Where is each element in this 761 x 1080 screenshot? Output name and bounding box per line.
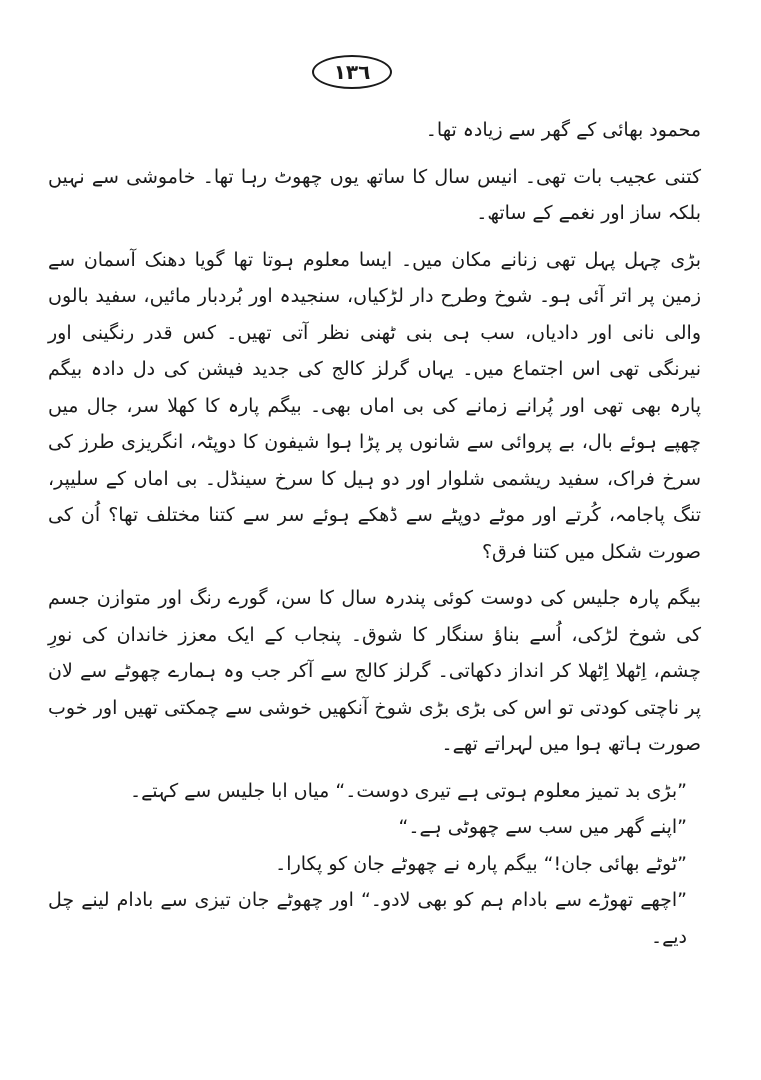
paragraph-1: محمود بھائی کے گھر سے زیادہ تھا۔ (425, 119, 701, 141)
dialogue-1: ”بڑی بد تمیز معلوم ہوتی ہے تیری دوست۔“ میاں ابا جلیس سے کہتے۔ (129, 779, 687, 802)
dialogue-2: ”اپنے گھر میں سب سے چھوٹی ہے۔“ (398, 816, 687, 838)
dialogue-4: ”اچھے تھوڑے سے بادام ہم کو بھی لادو۔“ اور چھوٹے جان تیزی سے بادام لینے چل دیے۔ (48, 889, 687, 948)
dialogue-3: ”ٹوٹے بھائی جان!“ بیگم پارہ نے چھوٹے جان کو پکارا۔ (275, 852, 687, 875)
body-text (48, 112, 701, 955)
paragraph-2: کتنی عجیب بات تھی۔ انیس سال کا ساتھ یوں چھوٹ رہا تھا۔ خاموشی سے نہیں بلکہ ساز اور نغمے کے ساتھ۔ (48, 165, 701, 224)
paragraph-4: بیگم پارہ جلیس کی دوست کوئی پندرہ سال کا سن، گورے رنگ اور متوازن جسم کی شوخ لڑکی، اُسے بناؤ سنگار کا شوق۔ پنجاب کے ایک معزز خاندان کی نورِ چشم، اِٹھلا اِٹھلا کر انداز دکھاتی۔ گرلز کالج سے آکر جب وہ ہمارے چھوٹے سے لان پر ناچتی کودتی تو اس کی بڑی بڑی شوخ آنکھیں خوشی سے چمکتی تھیں اور خوب صورت ہاتھ ہوا میں لہراتے تھے۔ (48, 587, 701, 755)
page-number: ١٣٦ (312, 55, 392, 89)
paragraph-3: بڑی چہل پہل تھی زنانے مکان میں۔ ایسا معلوم ہوتا تھا گویا دھنک آسمان سے زمین پر اتر آئی ہو۔ شوخ وطرح دار لڑکیاں، سنجیدہ اور بُردبار مائیں، سفید بالوں والی نانی اور دادیاں، سب ہی بنی ٹھنی نظر آتی تھیں۔ کس قدر رنگینی اور نیرنگی تھی اس اجتماع میں۔ یہاں گرلز کالج کی جدید فیشن کی دل دادہ بیگم پارہ بھی تھی اور پُرانے زمانے کی بی اماں بھی۔ بیگم پارہ کا کھلا سر، جال میں چھپے ہوئے بال، بے پروائی سے شانوں پر پڑا ہوا شیفون کا دوپٹہ، انگریزی طرز کی سرخ فراک، سفید ریشمی شلوار اور دو ہیل کا سرخ سینڈل۔ بی اماں کے سلیپر، تنگ پاجامہ، کُرتے اور موٹے دوپٹے سے ڈھکے ہوئے سر سے کتنا مختلف تھا؟ اُن کی صورت شکل میں کتنا فرق؟ (48, 248, 701, 563)
